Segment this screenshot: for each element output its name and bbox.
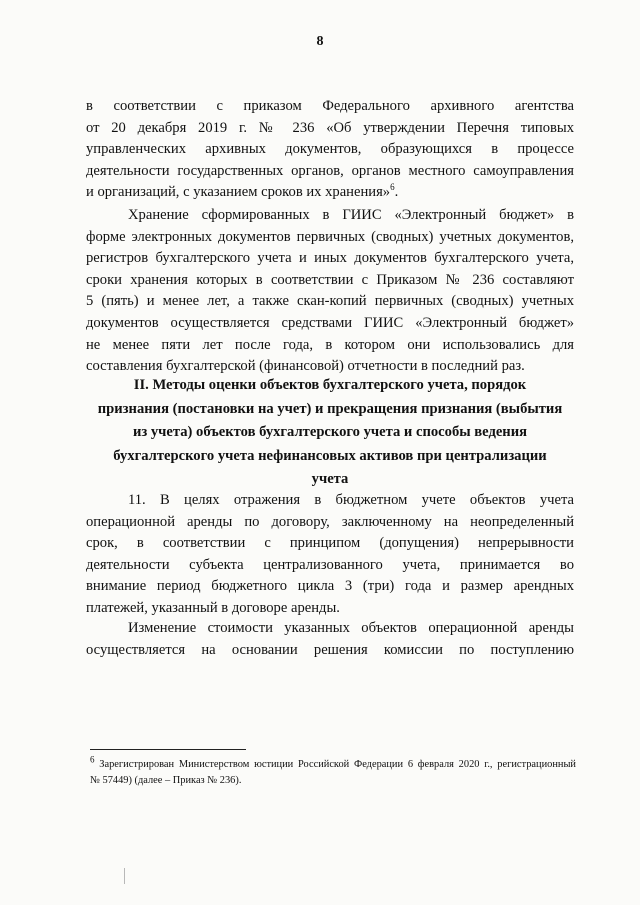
text-line: и организаций, с указанием сроков их хранения»$^6$. [86,182,399,201]
text-line: управленческих архивных документов, образующихся в процессе [86,141,574,158]
text-line: документов осуществляется средствами ГИИС «Электронный бюджет» [86,314,574,331]
footnote-marker: 6 [90,754,95,765]
text-line: сроки хранения которых в соответствии с Приказом № 236 составляют [86,271,574,288]
scan-artifact [124,868,125,884]
text-line-content: и организаций, с указанием сроков их хранения» [86,184,391,201]
paragraph-lease-change [86,618,574,661]
text-line: срок, в соответствии с принципом (допущения) непрерывности [86,535,574,552]
text-line: от 20 декабря 2019 г. № 236 «Об утверждении Перечня типовых [86,119,574,136]
text-line: 5 (пять) и менее лет, а также скан-копий первичных (сводных) учетных [86,293,574,310]
heading-line: учета [311,471,349,487]
paragraph-archive-order [86,96,574,204]
text-line: 11. В целях отражения в бюджетном учете объектов учета [128,492,574,508]
heading-line: из учета) объектов бухгалтерского учета и способы ведения [132,424,528,440]
page-number: 8 [316,34,324,49]
heading-line: II. Методы оценки объектов бухгалтерского учета, порядок [133,377,527,393]
text-line: не менее пяти лет после года, в котором они использовались для [86,336,574,353]
footnote-line [90,754,576,773]
text-line: осуществляется на основании решения комиссии по поступлению [86,641,574,658]
text-line: деятельности государственных органов, органов местного самоуправления [86,162,574,179]
section-heading [86,374,574,492]
footnote [90,754,576,789]
footnote-line: № 57449) (далее – Приказ № 236). [90,775,242,786]
text-line: форме электронных документов первичных (сводных) учетных документов, [86,228,574,245]
text-line: внимание период бюджетного цикла 3 (три) года и размер арендных [86,578,574,595]
text-line: регистров бухгалтерского учета и иных документов бухгалтерского учета, [86,250,574,267]
heading-line: бухгалтерского учета нефинансовых активов при централизации [113,447,547,464]
footnote-separator [90,749,246,750]
paragraph-item-11 [86,490,574,620]
text-line: платежей, указанный в договоре аренды. [86,599,340,616]
text-line: Изменение стоимости указанных объектов операционной аренды [128,620,574,636]
text-line: Хранение сформированных в ГИИС «Электронный бюджет» в [128,207,574,223]
footnote-text: Зарегистрирован Министерством юстиции Российской Федерации 6 февраля 2020 г., регистрационный [94,759,576,770]
paragraph-storage [86,205,574,378]
text-line: в соответствии с приказом Федерального архивного агентства [86,98,574,114]
text-line: составления бухгалтерской (финансовой) отчетности в последний раз. [86,358,525,375]
text-line: деятельности субъекта централизованного учета, принимается во [86,556,574,573]
text-line: операционной аренды по договору, заключенному на неопределенный [86,513,574,530]
footnote-reference: 6 [390,182,395,193]
heading-line: признания (постановки на учет) и прекращения признания (выбытия [97,400,563,417]
